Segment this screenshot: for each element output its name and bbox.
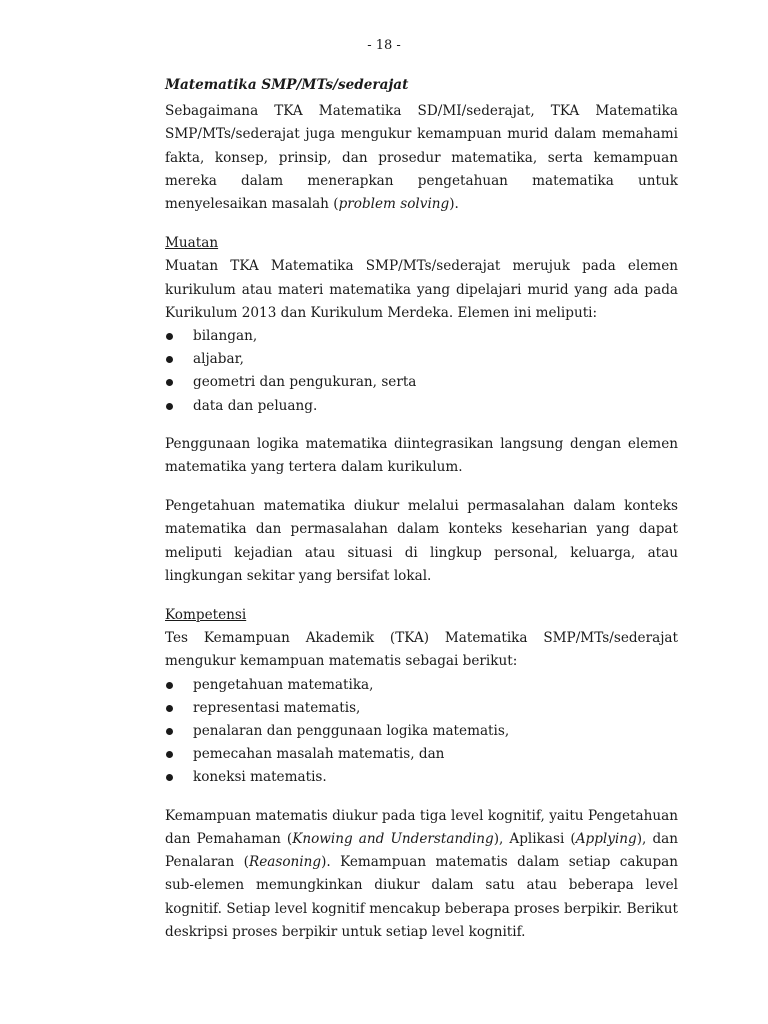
- list-item-text: aljabar,: [193, 351, 244, 368]
- muatan-heading: Muatan: [165, 235, 219, 252]
- final-text-2: ), Aplikasi (: [493, 830, 576, 847]
- list-item: [165, 674, 678, 697]
- list-item-text: geometri dan pengukuran, serta: [193, 374, 417, 391]
- bullet-icon: [166, 705, 173, 712]
- bullet-icon: [166, 751, 173, 758]
- muatan-paragraph: Muatan TKA Matematika SMP/MTs/sederajat merujuk pada elemen kurikulum atau materi matematika yang dipelajari murid yang ada pada Kurikulum 2013 dan Kurikulum Merdeka. Elemen ini meliputi:: [165, 258, 678, 321]
- pengetahuan-paragraph: Pengetahuan matematika diukur melalui permasalahan dalam konteks matematika dan permasalahan dalam konteks keseharian yang dapat meliputi kejadian atau situasi di lingkup personal, keluarga, atau lingkungan sekitar yang bersifat lokal.: [165, 498, 678, 584]
- bullet-icon: [166, 774, 173, 781]
- kompetensi-list: [165, 674, 678, 790]
- list-item: [165, 325, 678, 348]
- bullet-icon: [166, 379, 173, 386]
- bullet-icon: [166, 728, 173, 735]
- list-item-text: pengetahuan matematika,: [193, 676, 374, 693]
- list-item: [165, 371, 678, 394]
- bullet-icon: [166, 403, 173, 410]
- level-kognitif-paragraph: [165, 805, 678, 944]
- final-text-1: Kemampuan matematis diukur pada tiga level kognitif, yaitu Pengetahuan dan Pemahaman (: [165, 807, 678, 847]
- intro-italic-term: problem solving: [338, 196, 450, 213]
- list-item: [165, 395, 678, 418]
- list-item-text: penalaran dan penggunaan logika matematis,: [193, 723, 510, 740]
- intro-text: Sebagaimana TKA Matematika SD/MI/sederajat, TKA Matematika SMP/MTs/sederajat juga mengukur kemampuan murid dalam memahami fakta, konsep, prinsip, dan prosedur matematika, serta kemampuan mereka dalam menerapkan pengetahuan matematika untuk menyelesaikan masalah (: [165, 103, 678, 213]
- final-italic-1: Knowing and Understanding: [292, 830, 494, 847]
- list-item: [165, 766, 678, 789]
- list-item-text: pemecahan masalah matematis, dan: [193, 746, 445, 763]
- final-text-3: ), dan Penalaran (: [165, 830, 679, 871]
- section-title: Matematika SMP/MTs/sederajat: [165, 77, 409, 93]
- intro-text-end: ).: [449, 196, 459, 213]
- list-item-text: data dan peluang.: [193, 397, 318, 414]
- list-item: [165, 720, 678, 743]
- list-item-text: koneksi matematis.: [193, 769, 327, 786]
- list-item: [165, 348, 678, 371]
- final-text-4: ). Kemampuan matematis dalam setiap cakupan sub-elemen memungkinkan diukur dalam satu atau beberapa level kognitif. Setiap level kognitif mencakup beberapa proses berpikir. Berikut deskripsi proses berpikir untuk setiap level kognitif.: [165, 854, 679, 940]
- bullet-icon: [166, 682, 173, 689]
- list-item: [165, 697, 678, 720]
- muatan-list: [165, 325, 678, 418]
- final-italic-2: Applying: [575, 830, 637, 847]
- logika-paragraph: Penggunaan logika matematika diintegrasikan langsung dengan elemen matematika yang tertera dalam kurikulum.: [165, 435, 678, 476]
- kompetensi-paragraph: Tes Kemampuan Akademik (TKA) Matematika SMP/MTs/sederajat mengukur kemampuan matematis sebagai berikut:: [165, 630, 678, 670]
- bullet-icon: [166, 333, 173, 340]
- list-item-text: bilangan,: [193, 328, 258, 345]
- kompetensi-heading: Kompetensi: [165, 607, 247, 624]
- final-italic-3: Reasoning: [248, 854, 322, 871]
- page-content: [165, 74, 678, 944]
- list-item-text: representasi matematis,: [193, 699, 361, 716]
- list-item: [165, 743, 678, 766]
- page-number: - 18 -: [367, 38, 401, 53]
- intro-paragraph: [165, 100, 678, 216]
- bullet-icon: [166, 356, 173, 363]
